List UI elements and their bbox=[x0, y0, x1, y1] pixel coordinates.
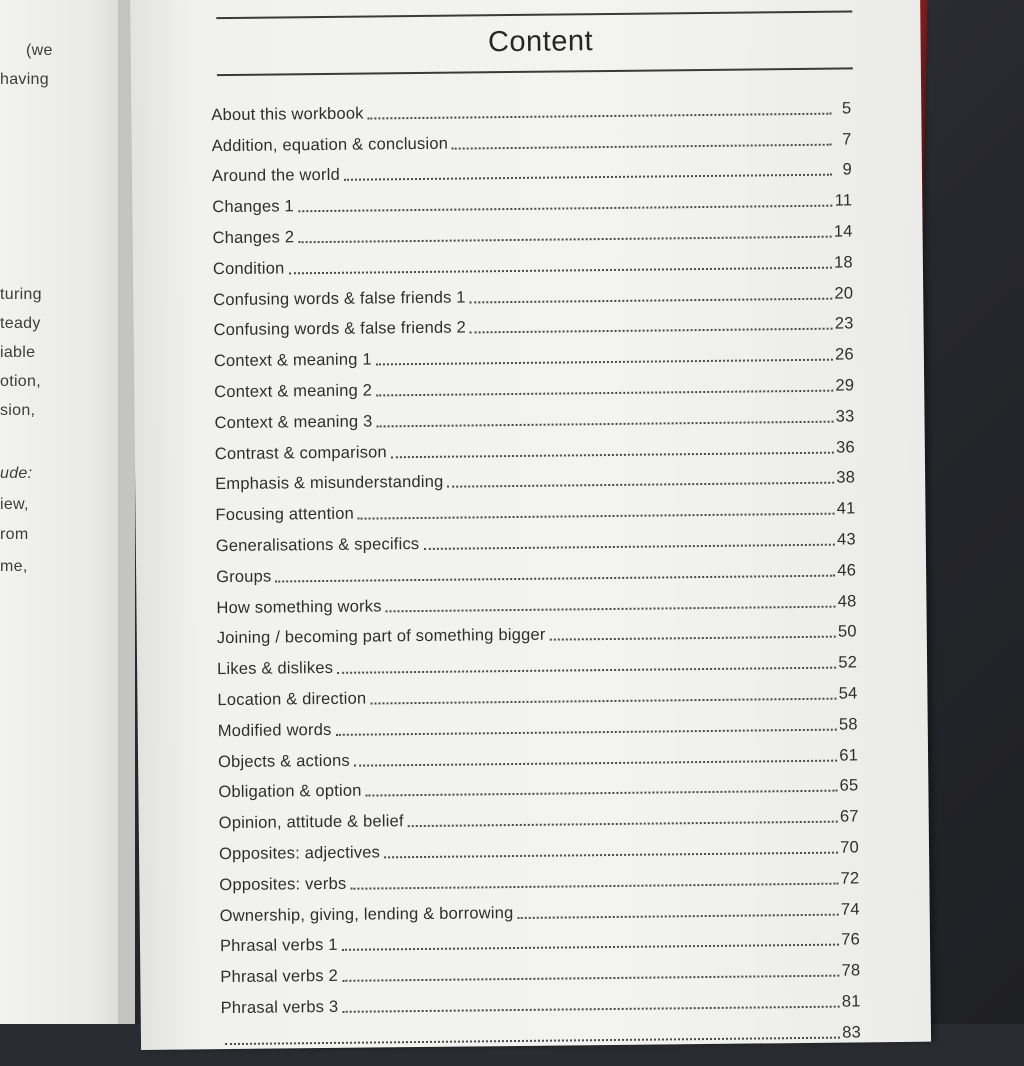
toc-entry-page-number: 41 bbox=[836, 499, 856, 518]
toc-entry-page-number: 9 bbox=[842, 160, 853, 179]
toc-entry-title: Location & direction bbox=[217, 689, 367, 710]
top-rule bbox=[216, 10, 852, 19]
toc-entry-title: Addition, equation & conclusion bbox=[211, 134, 449, 155]
toc-entry-page-number: 26 bbox=[834, 345, 854, 364]
left-page-text-fragment: otion, bbox=[0, 373, 41, 390]
toc-entry-title: Generalisations & specifics bbox=[215, 534, 420, 556]
toc-entry-title: Emphasis & misunderstanding bbox=[215, 473, 444, 494]
toc-entry-title: Opinion, attitude & belief bbox=[218, 812, 404, 833]
toc-entry-title: Ownership, giving, lending & borrowing bbox=[219, 903, 514, 925]
toc-dot-leader bbox=[470, 328, 833, 334]
table-of-contents bbox=[210, 10, 861, 1064]
toc-entry-title: Opposites: verbs bbox=[219, 874, 347, 894]
toc-entry-title: Groups bbox=[216, 567, 272, 586]
toc-entry-title: Context & meaning 2 bbox=[214, 381, 373, 402]
toc-entry-page-number: 20 bbox=[834, 284, 854, 303]
left-page-text-fragment: teady bbox=[0, 315, 41, 332]
toc-entry-title: Phrasal verbs 3 bbox=[220, 997, 339, 1018]
toc-entry-title: Opposites: adjectives bbox=[218, 843, 381, 864]
toc-entry-page-number: 72 bbox=[840, 869, 860, 888]
toc-entry-page-number: 36 bbox=[835, 437, 855, 457]
toc-entry-title: Around the world bbox=[211, 166, 340, 186]
toc-entry-page-number: 7 bbox=[842, 130, 852, 149]
toc-entry-page-number: 14 bbox=[833, 222, 853, 241]
toc-entry-title: Context & meaning 3 bbox=[214, 412, 373, 432]
toc-entry-page-number: 54 bbox=[838, 684, 858, 703]
left-page-text-fragment: having bbox=[0, 71, 49, 88]
toc-dot-leader bbox=[225, 1036, 840, 1044]
toc-entry-page-number: 81 bbox=[841, 992, 861, 1011]
toc-entry-page-number: 43 bbox=[836, 530, 856, 549]
left-page-text-fragment: sion, bbox=[0, 402, 36, 419]
toc-entry-title: Likes & dislikes bbox=[217, 659, 334, 679]
toc-entry-page-number: 50 bbox=[837, 622, 857, 641]
toc-list bbox=[211, 87, 861, 1048]
left-page-text-fragment: iew, bbox=[0, 496, 29, 513]
toc-dot-leader bbox=[550, 636, 837, 641]
left-page-text-fragment: ude: bbox=[0, 465, 33, 482]
toc-entry-page-number: 46 bbox=[837, 561, 857, 580]
toc-dot-leader bbox=[391, 451, 834, 458]
toc-entry-title: How something works bbox=[216, 596, 382, 617]
toc-entry-title: Modified words bbox=[217, 720, 332, 740]
left-page-text-fragment: me, bbox=[0, 558, 28, 575]
toc-entry-page-number: 65 bbox=[839, 776, 859, 795]
toc-entry-page-number: 70 bbox=[840, 838, 860, 857]
toc-entry-title: About this workbook bbox=[211, 104, 364, 124]
toc-entry-page-number: 61 bbox=[839, 745, 859, 765]
toc-entry-title: Changes 1 bbox=[212, 197, 294, 217]
left-page-text-fragment: turing bbox=[0, 286, 42, 303]
toc-entry-title: Joining / becoming part of something bigger bbox=[216, 626, 546, 648]
toc-entry-page-number: 78 bbox=[841, 961, 861, 980]
left-page-text-fragment: iable bbox=[0, 344, 36, 361]
toc-entry-page-number: 67 bbox=[839, 807, 859, 826]
toc-entry-title: Contrast & comparison bbox=[214, 442, 387, 463]
toc-entry-title: Phrasal verbs 2 bbox=[220, 966, 339, 987]
toc-entry-page-number: 29 bbox=[835, 376, 855, 395]
toc-entry-title: Confusing words & false friends 1 bbox=[213, 288, 466, 309]
toc-entry-page-number: 58 bbox=[838, 715, 858, 734]
toc-entry-page-number: 11 bbox=[834, 191, 853, 210]
toc-entry-page-number: 74 bbox=[840, 899, 860, 919]
toc-entry-title: Changes 2 bbox=[212, 228, 295, 248]
toc-dot-leader bbox=[408, 821, 838, 828]
toc-entry-title: Confusing words & false friends 2 bbox=[213, 318, 467, 340]
toc-dot-leader bbox=[517, 913, 838, 918]
toc-entry-title: Focusing attention bbox=[215, 504, 355, 525]
left-page-text-fragment: (we bbox=[26, 42, 53, 59]
left-page-text-fragment: rom bbox=[0, 526, 29, 543]
toc-entry-page-number: 23 bbox=[834, 314, 854, 334]
toc-dot-leader bbox=[452, 143, 832, 149]
toc-entry-page-number: 33 bbox=[835, 407, 855, 426]
toc-dot-leader bbox=[423, 544, 835, 550]
toc-entry-title: Condition bbox=[212, 259, 285, 278]
toc-entry-page-number: 83 bbox=[842, 1023, 862, 1042]
toc-entry-page-number: 48 bbox=[837, 591, 857, 611]
toc-entry-title: Phrasal verbs 1 bbox=[219, 936, 338, 956]
toc-entry-title: Objects & actions bbox=[217, 751, 350, 771]
right-page bbox=[130, 0, 931, 1050]
toc-entry-title: Context & meaning 1 bbox=[213, 350, 372, 371]
toc-entry-page-number: 38 bbox=[836, 468, 856, 487]
toc-dot-leader bbox=[470, 297, 833, 303]
bottom-rule bbox=[217, 67, 853, 76]
toc-entry-title: Obligation & option bbox=[218, 781, 362, 802]
toc-entry-page-number: 18 bbox=[834, 253, 853, 272]
left-page bbox=[0, 0, 135, 1024]
toc-entry-page-number: 5 bbox=[841, 99, 852, 118]
toc-dot-leader bbox=[447, 482, 834, 488]
page-title: Content bbox=[487, 25, 594, 59]
toc-entry-page-number: 52 bbox=[838, 653, 858, 672]
toc-entry-page-number: 76 bbox=[841, 930, 861, 949]
